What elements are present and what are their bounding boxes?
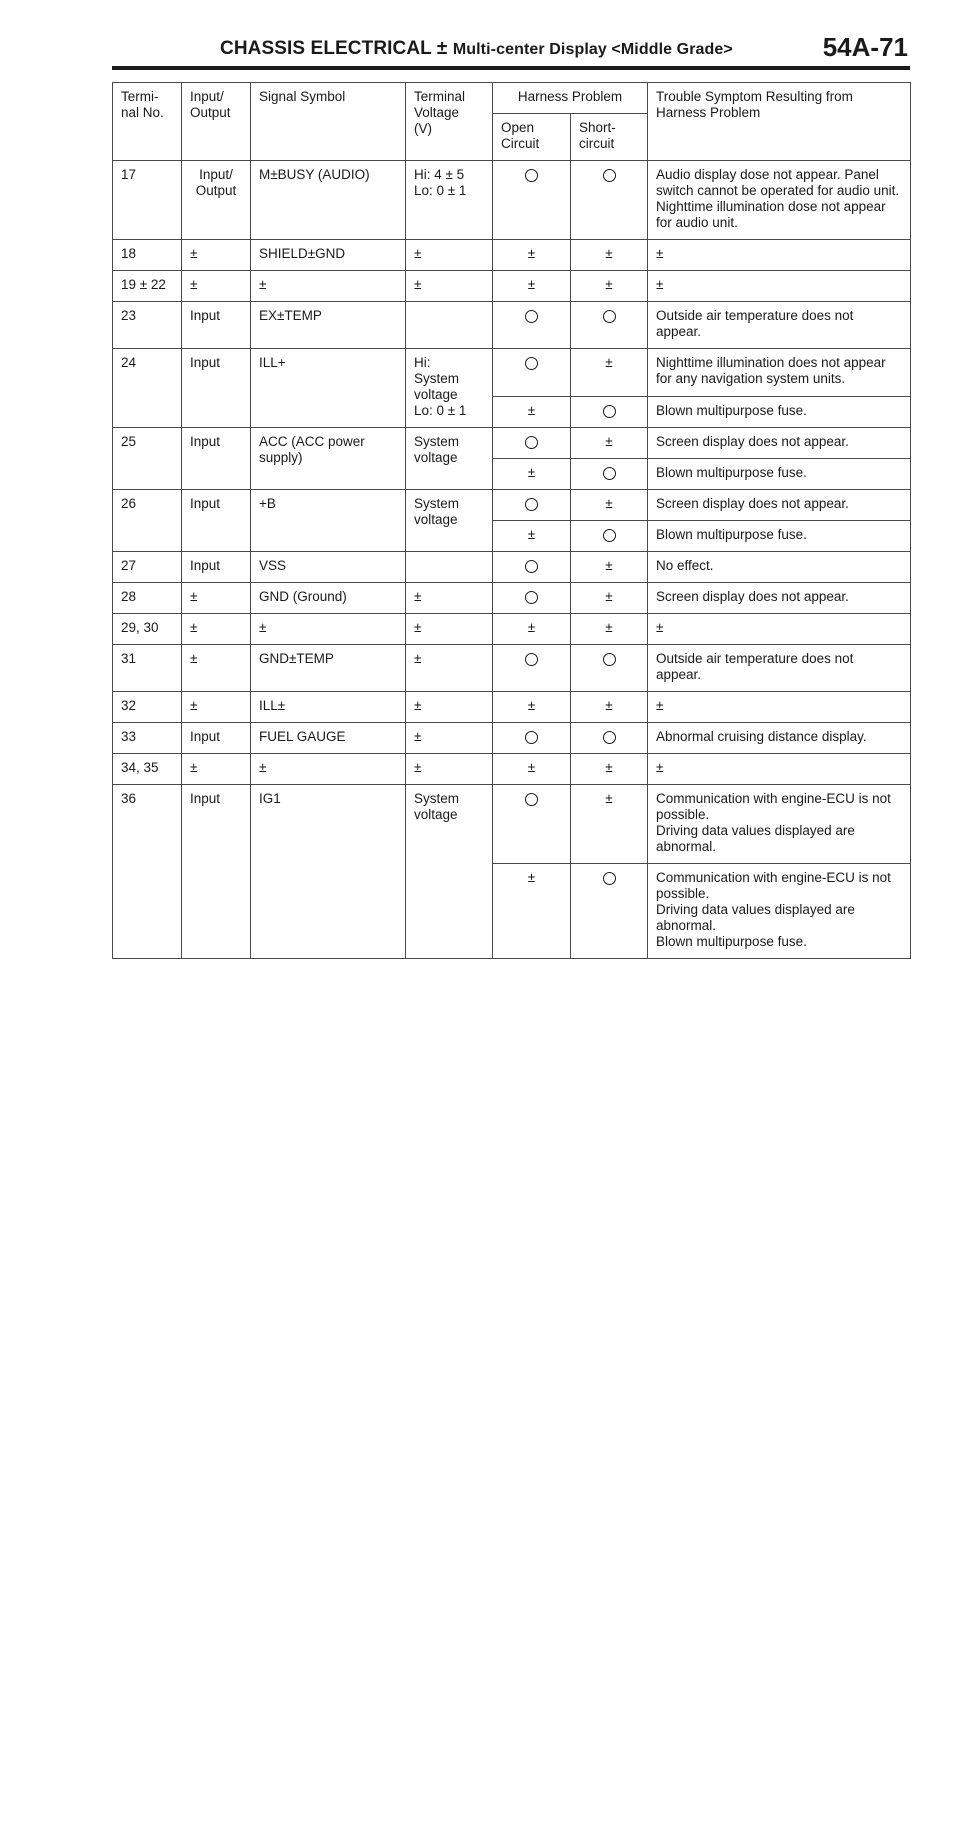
table-row xyxy=(113,645,911,692)
open-cell: ± xyxy=(493,692,571,723)
col-open-header: Open Circuit xyxy=(493,114,571,161)
open-cell xyxy=(493,785,571,864)
circle-mark-icon xyxy=(525,436,538,449)
symptom-cell: Abnormal cruising distance display. xyxy=(648,723,911,754)
table-row xyxy=(113,302,911,349)
terminal-no: 29, 30 xyxy=(113,614,182,645)
symptom-cell: No effect. xyxy=(648,552,911,583)
symptom-cell: Blown multipurpose fuse. xyxy=(648,396,911,427)
io-cell: Input/ Output xyxy=(182,161,251,240)
symptom-cell: ± xyxy=(648,692,911,723)
signal-cell: VSS xyxy=(251,552,406,583)
terminal-no: 24 xyxy=(113,349,182,428)
circle-mark-icon xyxy=(603,529,616,542)
open-cell xyxy=(493,302,571,349)
table-row xyxy=(113,240,911,271)
io-cell: ± xyxy=(182,240,251,271)
voltage-cell xyxy=(406,302,493,349)
page-number: 54A-71 xyxy=(822,32,908,62)
signal-cell: FUEL GAUGE xyxy=(251,723,406,754)
signal-cell: GND±TEMP xyxy=(251,645,406,692)
voltage-cell: System voltage xyxy=(406,428,493,490)
short-cell xyxy=(571,302,648,349)
terminal-no: 25 xyxy=(113,428,182,490)
symptom-cell: Screen display does not appear. xyxy=(648,583,911,614)
open-cell xyxy=(493,161,571,240)
terminal-no: 33 xyxy=(113,723,182,754)
open-cell: ± xyxy=(493,614,571,645)
signal-cell: ACC (ACC power supply) xyxy=(251,428,406,490)
circle-mark-icon xyxy=(603,731,616,744)
io-cell: Input xyxy=(182,428,251,490)
circle-mark-icon xyxy=(603,872,616,885)
circle-mark-icon xyxy=(603,405,616,418)
circle-mark-icon xyxy=(603,467,616,480)
symptom-cell: Screen display does not appear. xyxy=(648,428,911,459)
short-cell: ± xyxy=(571,428,648,459)
table-row xyxy=(113,552,911,583)
short-cell: ± xyxy=(571,754,648,785)
circle-mark-icon xyxy=(525,560,538,573)
short-cell: ± xyxy=(571,552,648,583)
symptom-cell: Audio display dose not appear. Panel switch cannot be operated for audio unit. Nighttime illumination dose not appear for audio unit. xyxy=(648,161,911,240)
table-row xyxy=(113,614,911,645)
col-short-header: Short- circuit xyxy=(571,114,648,161)
open-cell xyxy=(493,552,571,583)
terminal-table xyxy=(112,82,911,959)
symptom-cell: Blown multipurpose fuse. xyxy=(648,459,911,490)
symptom-cell: Communication with engine-ECU is not possible. Driving data values displayed are abnormal. Blown multipurpose fuse. xyxy=(648,864,911,959)
open-cell xyxy=(493,349,571,397)
voltage-cell: Hi: 4 ± 5 Lo: 0 ± 1 xyxy=(406,161,493,240)
symptom-cell: Blown multipurpose fuse. xyxy=(648,521,911,552)
io-cell: Input xyxy=(182,552,251,583)
voltage-cell xyxy=(406,552,493,583)
io-cell: Input xyxy=(182,349,251,428)
voltage-cell: System voltage xyxy=(406,490,493,552)
table-row xyxy=(113,349,911,397)
io-cell: Input xyxy=(182,723,251,754)
signal-cell: SHIELD±GND xyxy=(251,240,406,271)
symptom-cell: Nighttime illumination does not appear for any navigation system units. xyxy=(648,349,911,397)
circle-mark-icon xyxy=(525,793,538,806)
terminal-no: 17 xyxy=(113,161,182,240)
open-cell xyxy=(493,490,571,521)
terminal-no: 32 xyxy=(113,692,182,723)
short-cell: ± xyxy=(571,692,648,723)
col-signal-header: Signal Symbol xyxy=(251,83,406,161)
short-cell xyxy=(571,459,648,490)
signal-cell: ± xyxy=(251,271,406,302)
circle-mark-icon xyxy=(603,653,616,666)
short-cell xyxy=(571,723,648,754)
page-header xyxy=(112,34,910,70)
table-row xyxy=(113,271,911,302)
symptom-cell: ± xyxy=(648,240,911,271)
short-cell xyxy=(571,521,648,552)
circle-mark-icon xyxy=(525,591,538,604)
signal-cell: EX±TEMP xyxy=(251,302,406,349)
open-cell xyxy=(493,645,571,692)
terminal-no: 19 ± 22 xyxy=(113,271,182,302)
symptom-cell: Screen display does not appear. xyxy=(648,490,911,521)
symptom-cell: ± xyxy=(648,614,911,645)
io-cell: Input xyxy=(182,490,251,552)
short-cell xyxy=(571,645,648,692)
open-cell: ± xyxy=(493,459,571,490)
io-cell: ± xyxy=(182,614,251,645)
table-row xyxy=(113,785,911,864)
terminal-no: 26 xyxy=(113,490,182,552)
symptom-cell: Outside air temperature does not appear. xyxy=(648,302,911,349)
terminal-no: 36 xyxy=(113,785,182,959)
circle-mark-icon xyxy=(603,169,616,182)
short-cell: ± xyxy=(571,490,648,521)
circle-mark-icon xyxy=(603,310,616,323)
signal-cell: +B xyxy=(251,490,406,552)
signal-cell: GND (Ground) xyxy=(251,583,406,614)
voltage-cell: ± xyxy=(406,271,493,302)
col-symptom-header: Trouble Symptom Resulting from Harness Problem xyxy=(648,83,911,161)
open-cell: ± xyxy=(493,521,571,552)
page-title xyxy=(220,38,733,60)
voltage-cell: ± xyxy=(406,692,493,723)
terminal-no: 23 xyxy=(113,302,182,349)
signal-cell: ILL± xyxy=(251,692,406,723)
terminal-no: 28 xyxy=(113,583,182,614)
open-cell: ± xyxy=(493,240,571,271)
short-cell: ± xyxy=(571,240,648,271)
title-main: CHASSIS ELECTRICAL ± xyxy=(220,38,448,59)
io-cell: ± xyxy=(182,754,251,785)
open-cell: ± xyxy=(493,396,571,427)
short-cell xyxy=(571,396,648,427)
open-cell: ± xyxy=(493,754,571,785)
signal-cell: ILL+ xyxy=(251,349,406,428)
symptom-cell: ± xyxy=(648,271,911,302)
col-voltage-header: Terminal Voltage (V) xyxy=(406,83,493,161)
header-rule xyxy=(112,66,910,70)
circle-mark-icon xyxy=(525,653,538,666)
short-cell xyxy=(571,161,648,240)
signal-cell: ± xyxy=(251,754,406,785)
open-cell xyxy=(493,583,571,614)
voltage-cell: ± xyxy=(406,645,493,692)
voltage-cell: System voltage xyxy=(406,785,493,959)
io-cell: Input xyxy=(182,302,251,349)
signal-cell: IG1 xyxy=(251,785,406,959)
short-cell: ± xyxy=(571,785,648,864)
short-cell: ± xyxy=(571,271,648,302)
terminal-no: 31 xyxy=(113,645,182,692)
table-row xyxy=(113,490,911,521)
short-cell: ± xyxy=(571,349,648,397)
short-cell: ± xyxy=(571,583,648,614)
short-cell xyxy=(571,864,648,959)
symptom-cell: ± xyxy=(648,754,911,785)
title-sub: Multi-center Display <Middle Grade> xyxy=(452,41,733,58)
circle-mark-icon xyxy=(525,169,538,182)
signal-cell: ± xyxy=(251,614,406,645)
io-cell: Input xyxy=(182,785,251,959)
voltage-cell: ± xyxy=(406,240,493,271)
circle-mark-icon xyxy=(525,498,538,511)
voltage-cell: ± xyxy=(406,754,493,785)
symptom-cell: Communication with engine-ECU is not possible. Driving data values displayed are abnormal. xyxy=(648,785,911,864)
open-cell: ± xyxy=(493,271,571,302)
open-cell xyxy=(493,723,571,754)
terminal-no: 27 xyxy=(113,552,182,583)
symptom-cell: Outside air temperature does not appear. xyxy=(648,645,911,692)
io-cell: ± xyxy=(182,692,251,723)
terminal-no: 18 xyxy=(113,240,182,271)
short-cell: ± xyxy=(571,614,648,645)
circle-mark-icon xyxy=(525,310,538,323)
signal-cell: M±BUSY (AUDIO) xyxy=(251,161,406,240)
io-cell: ± xyxy=(182,645,251,692)
table-row xyxy=(113,754,911,785)
voltage-cell: ± xyxy=(406,614,493,645)
col-terminal-header: Termi- nal No. xyxy=(113,83,182,161)
voltage-cell: ± xyxy=(406,723,493,754)
terminal-no: 34, 35 xyxy=(113,754,182,785)
open-cell: ± xyxy=(493,864,571,959)
io-cell: ± xyxy=(182,583,251,614)
open-cell xyxy=(493,428,571,459)
table-row xyxy=(113,723,911,754)
voltage-cell: Hi: System voltage Lo: 0 ± 1 xyxy=(406,349,493,428)
table-row xyxy=(113,428,911,459)
circle-mark-icon xyxy=(525,731,538,744)
io-cell: ± xyxy=(182,271,251,302)
table-row xyxy=(113,161,911,240)
circle-mark-icon xyxy=(525,357,538,370)
col-harness-header: Harness Problem xyxy=(493,83,648,114)
table-row xyxy=(113,692,911,723)
voltage-cell: ± xyxy=(406,583,493,614)
table-header-row xyxy=(113,83,911,114)
table-row xyxy=(113,583,911,614)
col-io-header: Input/ Output xyxy=(182,83,251,161)
